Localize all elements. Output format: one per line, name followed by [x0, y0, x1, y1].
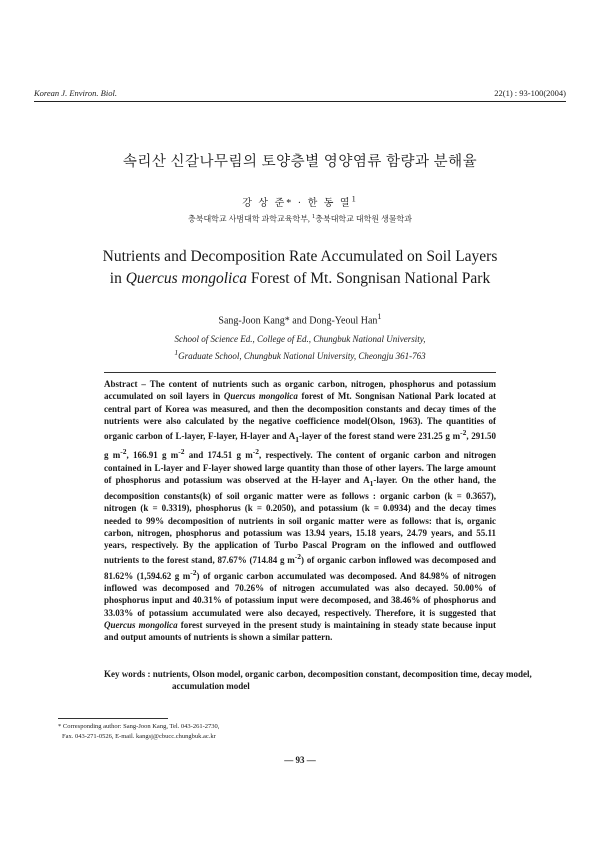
- abstract-sup: -2: [120, 447, 127, 457]
- footnote-line2: Fax. 043-271-0526, E-mail. kangsj@cbucc.chungbuk.ac.kr: [62, 732, 216, 740]
- title-post: Forest of Mt. Songnisan National Park: [246, 270, 491, 287]
- running-header: [34, 88, 566, 98]
- abstract-sup: -2: [190, 567, 197, 577]
- korean-affiliation: [0, 213, 600, 225]
- abstract-species: Quercus mongolica: [223, 391, 298, 402]
- abstract-sub: 1: [369, 478, 374, 488]
- korean-authors-sup: 1: [351, 194, 358, 204]
- header-rule: [34, 101, 566, 102]
- abstract-sup: -2: [460, 428, 467, 438]
- korean-affiliation-1: 충북대학교 사범대학 과학교육학부,: [188, 214, 312, 224]
- journal-name: Korean J. Environ. Biol.: [34, 88, 117, 98]
- affiliation-line2-text: Graduate School, Chungbuk National University, Cheongju 361-763: [178, 351, 426, 361]
- footnote: [58, 722, 219, 741]
- keywords: Key words : nutrients, Olson model, organic carbon, decomposition constant, decomposition time, decay model, accumulation model: [104, 669, 532, 692]
- abstract-part: -layer. On the other hand, the decomposition constants(k) of soil organic matter were as follows : organic carbon (k = 0.3657), nitrogen (k = 0.3319), phosphorus (k = 0.2050), and potassium (k = 0.0934) and the decay times needed to 99% decomposition of nutrients in soil organic matter were as follows: that is, organic carbon, nitrogen, phosphorus and potassium was 13.94 years, 15.18 years, 24.79 years, and 55.11 years, respectively. By the application of Turbo Pascal Program on the inflowed and outflowed nutrients to the forest stand, 87.67% (714.84 g m: [104, 474, 496, 566]
- korean-affiliation-sup: 1: [311, 213, 316, 220]
- abstract: [104, 378, 496, 644]
- paper-affiliation: [0, 333, 600, 363]
- abstract-part: ) of organic carbon accumulated was decomposed. And 84.98% of nitrogen inflowed was decomposed and 70.26% of nitrogen accumulated was also decayed. 50.00% of phosphorus input and 40.31% of potassium input were decomposed, and 38.46% of phosphorus and 33.03% of potassium accumulated were also decayed, respectively. Therefore, it is suggested that: [104, 570, 496, 618]
- paper-title: [30, 246, 570, 290]
- abstract-part: -layer of the forest stand were 231.25 g m: [299, 431, 461, 442]
- footnote-line1: * Corresponding author: Sang-Joon Kang, Tel. 043-261-2730,: [58, 723, 220, 730]
- paper-authors: [0, 312, 600, 326]
- abstract-sub: 1: [295, 434, 300, 444]
- affiliation-line2: [0, 346, 600, 363]
- authors-text: Sang-Joon Kang* and Dong-Yeoul Han: [218, 315, 378, 327]
- affiliation-sup: 1: [174, 348, 179, 357]
- page-number: — 93 —: [284, 755, 316, 765]
- abstract-sup: -2: [294, 552, 302, 562]
- abstract-part: Abstract – The content of nutrients such as organic carbon, nitrogen, phosphorus and potassium accumulated on soil layers in: [104, 379, 496, 402]
- abstract-part: and 174.51 g m: [184, 450, 253, 461]
- abstract-sup: -2: [252, 447, 260, 457]
- abstract-species: Quercus mongolica: [104, 619, 178, 630]
- paper-title-line1: Nutrients and Decomposition Rate Accumulated on Soil Layers: [102, 248, 498, 265]
- title-species: Quercus mongolica: [125, 270, 247, 287]
- abstract-part: ) of organic carbon inflowed was decomposed and 81.62% (1,594.62 g m: [104, 555, 496, 581]
- affiliation-line1: School of Science Ed., College of Ed., Chungbuk National University,: [174, 334, 426, 344]
- abstract-part: forest of Mt. Songnisan National Park located at central part of Korea was measured, and then the decomposition constants and decay times of the nutrients were also calculated by the negative coefficience model(Olson, 1963). The quantities of organic carbon of L-layer, F-layer, H-layer and A: [104, 391, 496, 442]
- abstract-part: , 166.91 g m: [126, 450, 179, 461]
- title-pre: in: [109, 270, 126, 287]
- abstract-sup: -2: [178, 447, 185, 457]
- korean-authors-text: 강 상 준* · 한 동 열: [242, 198, 352, 209]
- korean-affiliation-2: 충북대학교 대학원 생물학과: [315, 214, 412, 224]
- korean-authors: [0, 194, 600, 209]
- abstract-part: , 291.50 g m: [104, 431, 496, 461]
- citation: 22(1) : 93-100(2004): [494, 88, 566, 98]
- paper-title-line2: [30, 268, 570, 290]
- authors-sup: 1: [377, 312, 382, 321]
- abstract-part: , respectively. The content of organic carbon and nitrogen contained in L-layer and F-layer showed large quantity than those of other layers. The large amount of phosphorus and potassium was observed at the H-layer and A: [104, 450, 496, 485]
- korean-title: 속리산 신갈나무림의 토양층별 영양염류 함량과 분해율: [122, 154, 478, 170]
- abstract-part: forest surveyed in the present study is maintaining in steady state because input and output amounts of nutrients is shown a similar pattern.: [104, 619, 497, 643]
- abstract-rule: [104, 372, 496, 373]
- footnote-rule: [58, 718, 168, 719]
